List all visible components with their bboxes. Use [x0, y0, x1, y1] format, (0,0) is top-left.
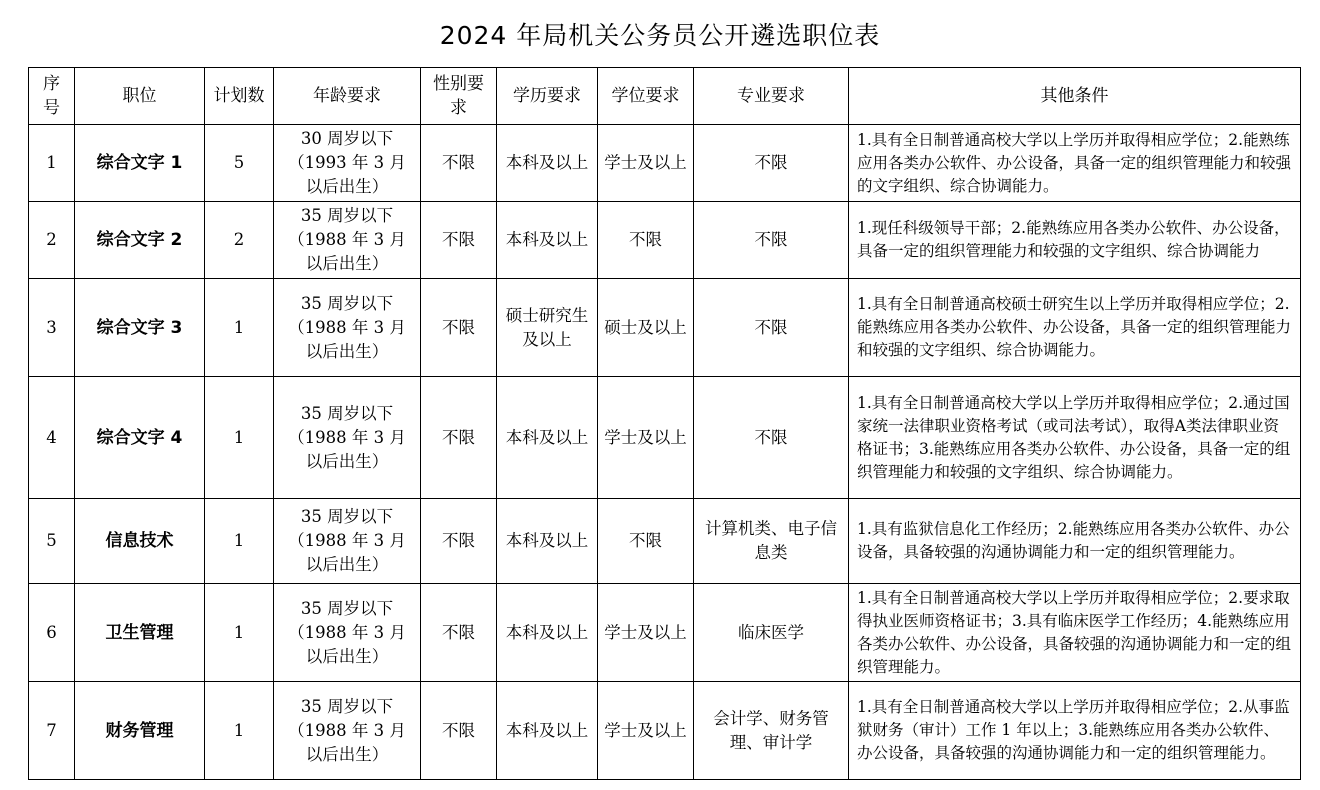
- cell-gender: 不限: [421, 584, 497, 682]
- table-row: [29, 279, 1301, 377]
- cell-position: 综合文字 4: [75, 377, 205, 499]
- cell-degree: 学士及以上: [598, 125, 694, 202]
- cell-count: 1: [205, 682, 274, 780]
- cell-no: 1: [29, 125, 75, 202]
- cell-gender: 不限: [421, 377, 497, 499]
- cell-no: 5: [29, 499, 75, 584]
- cell-gender: 不限: [421, 682, 497, 780]
- cell-major: 会计学、财务管理、审计学: [694, 682, 849, 780]
- cell-major: 不限: [694, 202, 849, 279]
- table-row: [29, 202, 1301, 279]
- table-row: [29, 499, 1301, 584]
- cell-education: 本科及以上: [497, 377, 598, 499]
- cell-age: 35 周岁以下（1988 年 3 月以后出生）: [274, 377, 421, 499]
- cell-gender: 不限: [421, 499, 497, 584]
- table-row: [29, 682, 1301, 780]
- cell-degree: 不限: [598, 202, 694, 279]
- header-other: 其他条件: [849, 68, 1301, 125]
- cell-education: 本科及以上: [497, 202, 598, 279]
- cell-gender: 不限: [421, 202, 497, 279]
- cell-count: 5: [205, 125, 274, 202]
- cell-education: 本科及以上: [497, 584, 598, 682]
- cell-age: 30 周岁以下（1993 年 3 月以后出生）: [274, 125, 421, 202]
- cell-position: 综合文字 3: [75, 279, 205, 377]
- table-row: [29, 377, 1301, 499]
- cell-education: 本科及以上: [497, 682, 598, 780]
- cell-other: 1.具有全日制普通高校大学以上学历并取得相应学位；2.要求取得执业医师资格证书；3.具有临床医学工作经历；4.能熟练应用各类办公软件、办公设备，具备较强的沟通协调能力和一定的组织管理能力。: [849, 584, 1301, 682]
- cell-major: 临床医学: [694, 584, 849, 682]
- cell-major: 计算机类、电子信息类: [694, 499, 849, 584]
- cell-degree: 学士及以上: [598, 377, 694, 499]
- header-position: 职位: [75, 68, 205, 125]
- header-age: 年龄要求: [274, 68, 421, 125]
- cell-no: 2: [29, 202, 75, 279]
- cell-position: 综合文字 2: [75, 202, 205, 279]
- cell-degree: 不限: [598, 499, 694, 584]
- cell-major: 不限: [694, 377, 849, 499]
- table-row: [29, 125, 1301, 202]
- cell-position: 信息技术: [75, 499, 205, 584]
- cell-degree: 学士及以上: [598, 584, 694, 682]
- cell-gender: 不限: [421, 125, 497, 202]
- cell-gender: 不限: [421, 279, 497, 377]
- cell-education: 本科及以上: [497, 125, 598, 202]
- header-major: 专业要求: [694, 68, 849, 125]
- cell-other: 1.具有全日制普通高校大学以上学历并取得相应学位；2.通过国家统一法律职业资格考试（或司法考试），取得A类法律职业资格证书；3.能熟练应用各类办公软件、办公设备，具备一定的组织管理能力和较强的文字组织、综合协调能力。: [849, 377, 1301, 499]
- cell-age: 35 周岁以下（1988 年 3 月以后出生）: [274, 202, 421, 279]
- cell-other: 1.具有全日制普通高校硕士研究生以上学历并取得相应学位；2.能熟练应用各类办公软件、办公设备，具备一定的组织管理能力和较强的文字组织、综合协调能力。: [849, 279, 1301, 377]
- cell-count: 2: [205, 202, 274, 279]
- cell-other: 1.具有全日制普通高校大学以上学历并取得相应学位；2.能熟练应用各类办公软件、办公设备，具备一定的组织管理能力和较强的文字组织、综合协调能力。: [849, 125, 1301, 202]
- position-table: [28, 67, 1301, 780]
- cell-no: 7: [29, 682, 75, 780]
- cell-major: 不限: [694, 279, 849, 377]
- cell-no: 6: [29, 584, 75, 682]
- cell-education: 硕士研究生及以上: [497, 279, 598, 377]
- cell-age: 35 周岁以下（1988 年 3 月以后出生）: [274, 279, 421, 377]
- header-degree: 学位要求: [598, 68, 694, 125]
- cell-other: 1.具有监狱信息化工作经历；2.能熟练应用各类办公软件、办公设备，具备较强的沟通协调能力和一定的组织管理能力。: [849, 499, 1301, 584]
- table-row: [29, 584, 1301, 682]
- header-gender: 性别要求: [421, 68, 497, 125]
- cell-no: 3: [29, 279, 75, 377]
- header-no: 序号: [29, 68, 75, 125]
- page-title: 2024 年局机关公务员公开遴选职位表: [439, 21, 881, 50]
- cell-other: 1.现任科级领导干部；2.能熟练应用各类办公软件、办公设备，具备一定的组织管理能力和较强的文字组织、综合协调能力: [849, 202, 1301, 279]
- header-count: 计划数: [205, 68, 274, 125]
- cell-degree: 学士及以上: [598, 682, 694, 780]
- cell-education: 本科及以上: [497, 499, 598, 584]
- header-education: 学历要求: [497, 68, 598, 125]
- cell-position: 财务管理: [75, 682, 205, 780]
- cell-age: 35 周岁以下（1988 年 3 月以后出生）: [274, 499, 421, 584]
- cell-count: 1: [205, 377, 274, 499]
- cell-no: 4: [29, 377, 75, 499]
- cell-degree: 硕士及以上: [598, 279, 694, 377]
- cell-other: 1.具有全日制普通高校大学以上学历并取得相应学位；2.从事监狱财务（审计）工作 1 年以上；3.能熟练应用各类办公软件、办公设备，具备较强的沟通协调能力和一定的组织管理能力。: [849, 682, 1301, 780]
- table-header-row: [29, 68, 1301, 125]
- cell-count: 1: [205, 279, 274, 377]
- cell-position: 卫生管理: [75, 584, 205, 682]
- cell-count: 1: [205, 584, 274, 682]
- cell-major: 不限: [694, 125, 849, 202]
- cell-age: 35 周岁以下（1988 年 3 月以后出生）: [274, 584, 421, 682]
- cell-age: 35 周岁以下（1988 年 3 月以后出生）: [274, 682, 421, 780]
- cell-position: 综合文字 1: [75, 125, 205, 202]
- cell-count: 1: [205, 499, 274, 584]
